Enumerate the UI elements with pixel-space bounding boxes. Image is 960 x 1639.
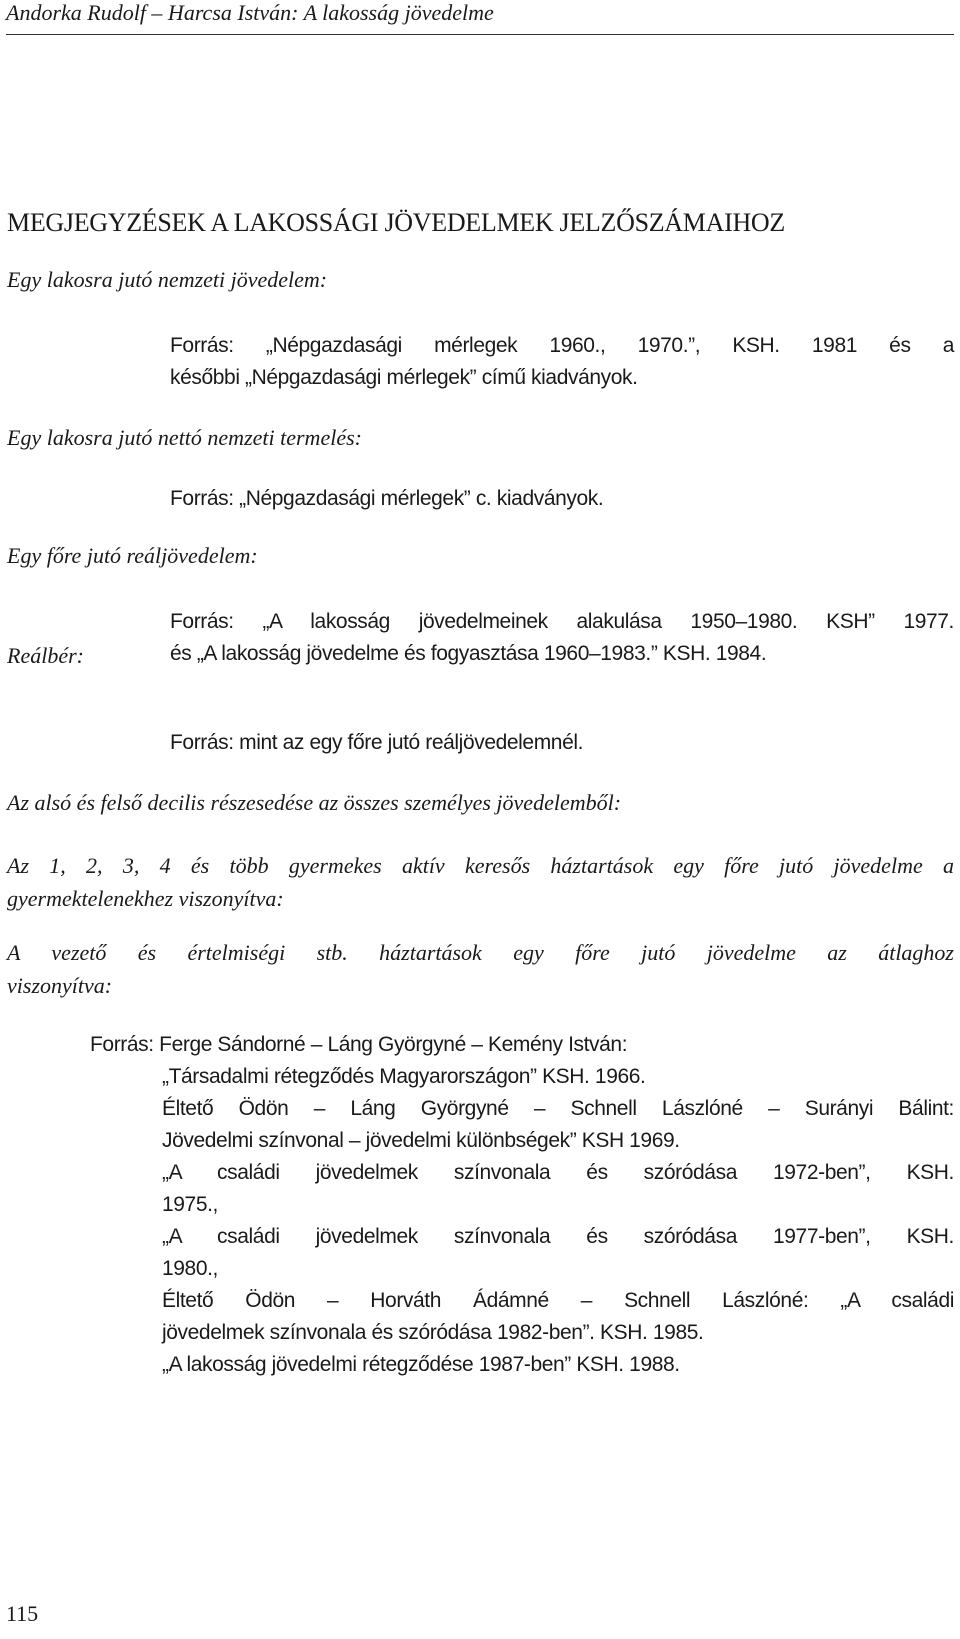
source-line: „A lakosság jövedelmi rétegződése 1987-ben” KSH. 1988. bbox=[162, 1353, 680, 1376]
label-national-income: Egy lakosra jutó nemzeti jövedelem: bbox=[7, 267, 328, 292]
paragraph-line: viszonyítva: bbox=[7, 973, 113, 998]
label-real-wage: Reálbér: bbox=[7, 643, 84, 668]
paragraph-line: gyermektelenekhez viszonyítva: bbox=[7, 886, 284, 911]
paragraph-line: Az 1, 2, 3, 4 és több gyermekes aktív keresős háztartások egy főre jutó jövedelme a bbox=[7, 853, 954, 878]
source-line: Jövedelmi színvonal – jövedelmi különbségek” KSH 1969. bbox=[162, 1129, 680, 1152]
section-title: MEGJEGYZÉSEK A LAKOSSÁGI JÖVEDELMEK JELZŐSZÁMAIHOZ bbox=[7, 208, 785, 237]
source-line: „A családi jövedelmek színvonala és szóródása 1977-ben”, KSH. bbox=[162, 1225, 954, 1248]
source-real-wage: Forrás: mint az egy főre jutó reáljövedelemnél. bbox=[170, 731, 584, 754]
paragraph-children-households bbox=[7, 849, 954, 915]
label-net-national-product: Egy lakosra jutó nettó nemzeti termelés: bbox=[7, 425, 362, 450]
source-line: „A családi jövedelmek színvonala és szóródása 1972-ben”, KSH. bbox=[162, 1161, 954, 1184]
source-line: későbbi „Népgazdasági mérlegek” című kiadványok. bbox=[170, 366, 638, 389]
source-line: Forrás: „A lakosság jövedelmeinek alakulása 1950–1980. KSH” 1977. bbox=[170, 610, 954, 633]
source-line: 1980., bbox=[162, 1257, 218, 1280]
label-decile-share: Az alsó és felső decilis részesedése az összes személyes jövedelemből: bbox=[7, 790, 622, 815]
source-line: Éltető Ödön – Horváth Ádámné – Schnell Lászlóné: „A családi bbox=[162, 1289, 954, 1312]
label-real-income: Egy főre jutó reáljövedelem: bbox=[7, 543, 258, 568]
source-line: „Társadalmi rétegződés Magyarországon” KSH. 1966. bbox=[162, 1065, 646, 1088]
source-line: Éltető Ödön – Láng Györgyné – Schnell Lászlóné – Surányi Bálint: bbox=[162, 1097, 954, 1120]
final-source-list bbox=[162, 1061, 954, 1381]
paragraph-leader-households bbox=[7, 936, 954, 1002]
paragraph-line: A vezető és értelmiségi stb. háztartások egy főre jutó jövedelme az átlaghoz bbox=[7, 940, 954, 965]
header-rule bbox=[6, 34, 954, 35]
final-source-intro: Forrás: Ferge Sándorné – Láng Györgyné – Kemény István: bbox=[90, 1033, 628, 1056]
source-line: és „A lakosság jövedelme és fogyasztása 1960–1983.” KSH. 1984. bbox=[170, 642, 767, 665]
running-header: Andorka Rudolf – Harcsa István: A lakosság jövedelme bbox=[6, 0, 494, 25]
source-line: Forrás: „Népgazdasági mérlegek 1960., 1970.”, KSH. 1981 és a bbox=[170, 334, 954, 357]
source-net-national-product: Forrás: „Népgazdasági mérlegek” c. kiadványok. bbox=[170, 487, 604, 510]
source-national-income bbox=[170, 330, 954, 394]
source-real-income bbox=[170, 606, 954, 670]
source-line: 1975., bbox=[162, 1193, 218, 1216]
page-number: 115 bbox=[6, 1601, 39, 1626]
source-line: jövedelmek színvonala és szóródása 1982-ben”. KSH. 1985. bbox=[162, 1321, 704, 1344]
